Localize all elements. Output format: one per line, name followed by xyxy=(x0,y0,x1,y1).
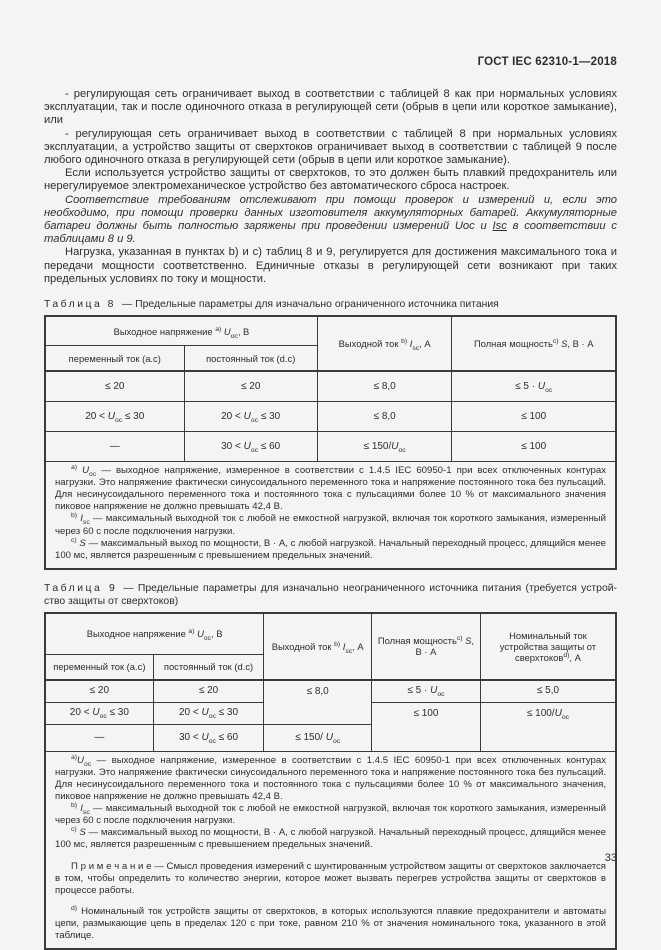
t9-header-protection: Номинальный ток устройства защиты от сверхтоков$^{d)}$, А xyxy=(480,613,615,680)
t9-cell-r2c5: ≤ $100/U_{oc}$ xyxy=(480,702,615,751)
t8-header-ac: переменный ток (a.c) xyxy=(46,346,185,372)
table-9-caption-text: — Предельные параметры для изначально неограниченного источника питания (требуется устройство защиты от сверхтоков) xyxy=(44,582,617,607)
t8-cell-r2c1: $20 < U_{oc} \le 30$ xyxy=(46,402,185,432)
t8-footnote-b: $^{b)}$ $I_{sc}$ — максимальный выходной ток с любой не емкостной нагрузкой, включая ток короткого замыкания, измеренный через 60 с после подключения нагрузки. xyxy=(55,512,606,537)
t8-cell-r3c1: — xyxy=(46,432,185,462)
t8-cell-r2c3: ≤ 8,0 xyxy=(317,402,452,432)
table-8-caption-text: — Предельные параметры для изначально ограниченного источника питания xyxy=(121,299,499,311)
body-paragraph-5: Нагрузка, указанная в пунктах b) и c) таблиц 8 и 9, регулируется для достижения максимального тока и передачи мощности соответственно. Единичные отказы в регулирующей сети возникают при таких предельных условиях по току и мощности. xyxy=(44,246,617,285)
t9-cell-r1c2: ≤ 20 xyxy=(153,680,264,703)
table-9 xyxy=(44,612,617,950)
t9-footnote-c: $^{c)}$ S — максимальный выход по мощности, В · А, с любой нагрузкой. Начальный переходный процесс, длящийся менее 100 мс, является разрешенным с превышением предельных значений. xyxy=(55,826,606,851)
t9-header-ac: переменный ток (a.c) xyxy=(46,654,154,680)
t8-cell-r2c2: $20 < U_{oc} \le 30$ xyxy=(184,402,317,432)
t8-footnote-c: $^{c)}$ S — максимальный выход по мощности, В · А, с любой нагрузкой. Начальный переходный процесс, длящийся менее 100 мс, является разрешенным с превышением предельных значений. xyxy=(55,536,606,561)
t9-cell-r3c2: $30 < U_{oc} \le 60$ xyxy=(153,724,264,751)
t8-header-dc: постоянный ток (d.c) xyxy=(184,346,317,372)
t8-cell-r1c2: ≤ 20 xyxy=(184,371,317,402)
table-8 xyxy=(44,315,617,570)
body-paragraph-3: Если используется устройство защиты от сверхтоков, то это должен быть плавкий предохранитель или нерегулируемое электромеханическое устройство без автоматического сброса настроек. xyxy=(44,167,617,193)
table-9-caption-label: Таблица 9 xyxy=(44,582,118,594)
t8-cell-r3c3: ≤ $150/U_{oc}$ xyxy=(317,432,452,462)
t9-header-voltage: Выходное напряжение $^{a)}$ $U_{oc}$, В xyxy=(46,613,264,654)
t8-cell-r2c4: ≤ 100 xyxy=(452,402,616,432)
t8-cell-r1c4: ≤ $5 \cdot U_{oc}$ xyxy=(452,371,616,402)
body-paragraph-2: - регулирующая сеть ограничивает выход в соответствии с таблицей 8 при нормальных условиях эксплуатации, а устройство защиты от сверхтоков ограничивает выход в соответствии с таблицей 9 после любого одиночного отказа в регулирующей сети (обрыв в цепи или короткое замыкание). xyxy=(44,127,617,167)
body-paragraph-4-compliance-italic: Соответствие требованиям отслеживают при помощи проверок и измерений и, если это необходимо, при помощи проверки данных изготовителя аккумуляторных батарей. Аккумуляторные батареи должны быть полностью заряжены при проведении измерений Uoc и Isc в соответствии с таблицами 8 и 9. xyxy=(44,193,617,246)
t9-cell-r2c2: $20 < U_{oc} \le 30$ xyxy=(153,702,264,724)
t9-footnotes xyxy=(46,751,616,948)
table-8-caption xyxy=(44,298,617,311)
t9-footnote-a: $^{a)}U_{oc}$ — выходное напряжение, измеренное в соответствии с 1.4.5 IEC 60950-1 при всех отключенных контурах нагрузки. Это напряжение фактически синусоидального переменного тока и напряжение постоянного тока без пульсаций. Для несинусоидального переменного тока и постоянного тока с пульсациями более 10 % от максимального значения, пиковое напряжение не должно превышать 42,4 В. xyxy=(55,753,606,803)
t9-cell-r1c5: ≤ 5,0 xyxy=(480,680,615,703)
t9-cell-r3c3: ≤ 150/ $U_{oc}$ xyxy=(264,724,372,751)
t9-header-current: Выходной ток $^{b)}$ $I_{sc}$, А xyxy=(264,613,372,680)
t9-cell-r2c4: ≤ 100 xyxy=(372,702,481,751)
t9-cell-r1c3: ≤ 8,0 xyxy=(264,680,372,725)
page-number: 33 xyxy=(604,852,617,864)
body-paragraph-1: - регулирующая сеть ограничивает выход в соответствии с таблицей 8 как при нормальных условиях эксплуатации, так и после одиночного отказа в регулирующей сети (обрыв в цепи или короткое замыкание), или xyxy=(44,88,617,127)
t8-cell-r1c3: ≤ 8,0 xyxy=(317,371,452,402)
t9-footnote-b: $^{b)}$ $I_{sc}$ — максимальный выходной ток с любой не емкостной нагрузкой, включая ток короткого замыкания, измеренный через 60 с после подключения нагрузки. xyxy=(55,801,606,827)
t8-header-current: Выходной ток $^{b)}$ $I_{sc}$, А xyxy=(317,317,452,372)
t8-footnotes xyxy=(46,462,616,569)
t8-cell-r1c1: ≤ 20 xyxy=(46,371,185,402)
t8-cell-r3c4: ≤ 100 xyxy=(452,432,616,462)
t9-header-power: Полная мощность$^{c)}$ S, В · А xyxy=(372,613,481,680)
t9-cell-r3c1: — xyxy=(46,724,154,751)
t8-footnote-a: $^{a)}$ $U_{oc}$ — выходное напряжение, измеренное в соответствии с 1.4.5 IEC 60950-1 при всех отключенных контурах нагрузки. Это напряжение фактически синусоидального переменного тока и напряжение постоянного тока без пульсаций. Для несинусоидального переменного тока и постоянного тока с пульсациями более 10 % от максимального значения пиковое напряжение не должно превышать 42,4 В. xyxy=(55,463,606,513)
t8-cell-r3c2: $30 < U_{oc} \le 60$ xyxy=(184,432,317,462)
table-8-caption-label: Таблица 8 xyxy=(44,299,116,311)
table-9-caption xyxy=(44,582,617,608)
t9-cell-r2c1: $20 < U_{oc} \le 30$ xyxy=(46,702,154,724)
t9-footnote-d: $^{d)}$ Номинальный ток устройств защиты от сверхтоков, в которых используются плавкие предохранители и автоматы цепи, размыкающие цепь в пределах 120 с при токе, равном 210 % от значения номинального тока, указанного в этой таблице. xyxy=(55,904,606,942)
t8-header-voltage: Выходное напряжение $^{a)}$ $U_{oc}$, В xyxy=(46,317,318,346)
t9-cell-r1c1: ≤ 20 xyxy=(46,680,154,703)
t8-header-power: Полная мощность$^{c)}$ S, В · А xyxy=(452,317,616,372)
t9-cell-r1c4: ≤ $5 \cdot U_{oc}$ xyxy=(372,680,481,703)
doc-number-header: ГОСТ IEC 62310-1—2018 xyxy=(477,56,617,68)
t9-header-dc: постоянный ток (d.c) xyxy=(153,654,264,680)
t9-note: П р и м е ч а н и е — Смысл проведения измерений с шунтированным устройством защиты от сверхтоков заключается в том, чтобы определить то количество энергии, которое может вызвать перегрев устройства защиты от сверхтоков в процессе работы. xyxy=(55,860,606,896)
